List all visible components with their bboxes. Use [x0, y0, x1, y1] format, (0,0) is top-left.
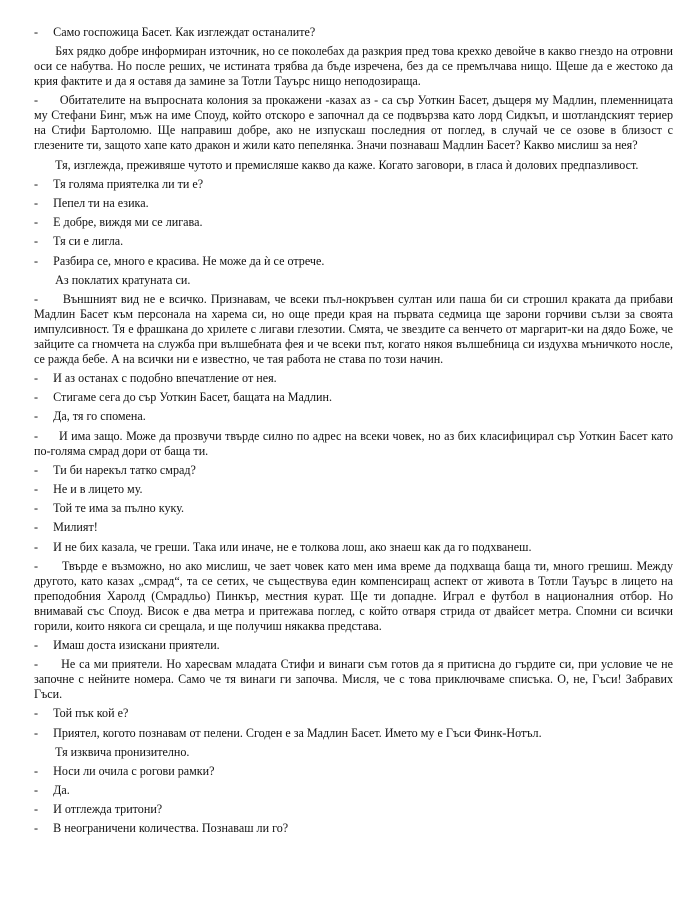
narration-paragraph: Аз поклатих кратуната си.: [34, 272, 191, 287]
dialogue-line: - Пепел ти на езика.: [34, 195, 149, 210]
narration-paragraph: Тя, изглежда, преживяше чутото и премисляше какво да каже. Когато заговори, в гласа ѝ долових предпазливост.: [34, 157, 639, 172]
dialogue-line: - Само госпожица Басет. Как изглеждат останалите?: [34, 25, 316, 39]
dialogue-line: - Милият!: [34, 520, 98, 535]
dialogue-line: - Ти би нарекъл татко смрад?: [34, 462, 196, 477]
dialogue-line: - Тя голяма приятелка ли ти е?: [34, 176, 204, 191]
dialogue-line: - Обитателите на въпросната колония за прокажени -казах аз - са сър Уоткин Басет, дъщеря му Мадлин, племенницата му Стефани Бинг, мъж на име Споуд, който отскоро е започнал да се подвързва като лорд Сидкъп, и шотландският териер на Стифи Бартоломю. Ще направиш добре, ако не изпускаш последния от поглед, в случай че се озове в близост с глезените ти, защото хапе като дракон и жили като пепелянка. Значи познаваш Мадлин Басет? Какво мислиш за нея?: [34, 93, 677, 153]
dialogue-line: - Носи ли очила с рогови рамки?: [34, 763, 215, 778]
dialogue-line: - В неограничени количества. Познаваш ли го?: [34, 821, 289, 836]
dialogue-line: - Разбира се, много е красива. Не може да ѝ се отрече.: [34, 253, 325, 268]
dialogue-line: - И не бих казала, че греши. Така или иначе, не е толкова лош, ако знаеш как да го подхванеш.: [34, 539, 532, 554]
dialogue-line: - Приятел, когото познавам от пелени. Сгоден е за Мадлин Басет. Името му е Гъси Финк-Нотъл.: [34, 725, 542, 740]
dialogue-line: - Е добре, виждя ми се лигава.: [34, 215, 203, 230]
dialogue-line: - Твърде е възможно, но ако мислиш, че зает човек като мен има време да подхваща баща ти, много грешиш. Между другото, като казах „смрад“, та се сетих, че съществува един компенсиращ аспект от живота в Тотли Тауърс в лицето на преподобния Харолд (Смрадльо) Пинкър, местния курат. Ще ти допадне. Играл е футбол в националния отбор. Но внимавай със Споуд. Висок е два метра и притежава поглед, с който отваря стрида от двайсет метра. Спомни си всички горили, които някога си срещала, и ще получиш някаква представа.: [34, 558, 677, 633]
dialogue-line: - Не и в лицето му.: [34, 482, 143, 496]
dialogue-line: - Тя си е лигла.: [34, 234, 124, 249]
narration-paragraph: Бях рядко добре информиран източник, но се поколебах да разкрия пред това крехко девойче в какво гнездо на отровни оси се набутва. Но после реших, че истината трябва да бъде изречена, без да се премълчава нищо. Щеше да е жестоко да крия фактите и да я оставя да замине за Тотли Тауърс нищо неподозираща.: [34, 44, 677, 89]
dialogue-line: - Имаш доста изискани приятели.: [34, 637, 220, 652]
dialogue-line: - И отглежда тритони?: [34, 802, 163, 817]
dialogue-line: - Не са ми приятели. Но харесвам младата Стифи и винаги съм готов да я притисна до гърдите си, при условие че не започне с нейните номера. Само че тя винаги ги започва. Мисля, че с това приключваме списъка. О, не, Гъси! Забравих Гъси.: [34, 657, 677, 702]
dialogue-line: - И аз останах с подобно впечатление от нея.: [34, 371, 277, 386]
dialogue-line: - Той те има за пълно куку.: [34, 501, 185, 516]
dialogue-line: - Да.: [34, 783, 70, 798]
dialogue-line: - Стигаме сега до сър Уоткин Басет, бащата на Мадлин.: [34, 390, 333, 405]
dialogue-line: - Външният вид не е всичко. Признавам, че всеки пъл-нокръвен султан или паша би си строшил краката да прибави Мадлин Басет към персонала на харема си, но още преди края на първата седмица ще зарони горчиви сълзи за своята импулсивност. Тя е фрашкана до хрилете с лигави глезотии. Смята, че звездите са венчето от маргарит-ки на дядо Боже, че зайците са гномчета на служба при вълшебната фея и че всеки път, когато някоя вълшебница си издухва мъничкото носле, се ражда бебе. А на всички ни е известно, че тая работа не става по този начин.: [34, 291, 677, 366]
dialogue-line: - Той пък кой е?: [34, 706, 129, 721]
dialogue-line: - И има защо. Може да прозвучи твърде силно по адрес на всеки човек, но аз бих класифицирал сър Уоткин Басет като по-голяма смрад дори от баща ти.: [34, 428, 677, 458]
narration-paragraph: Тя изквича пронизително.: [34, 744, 190, 759]
dialogue-line: - Да, тя го спомена.: [34, 409, 146, 424]
